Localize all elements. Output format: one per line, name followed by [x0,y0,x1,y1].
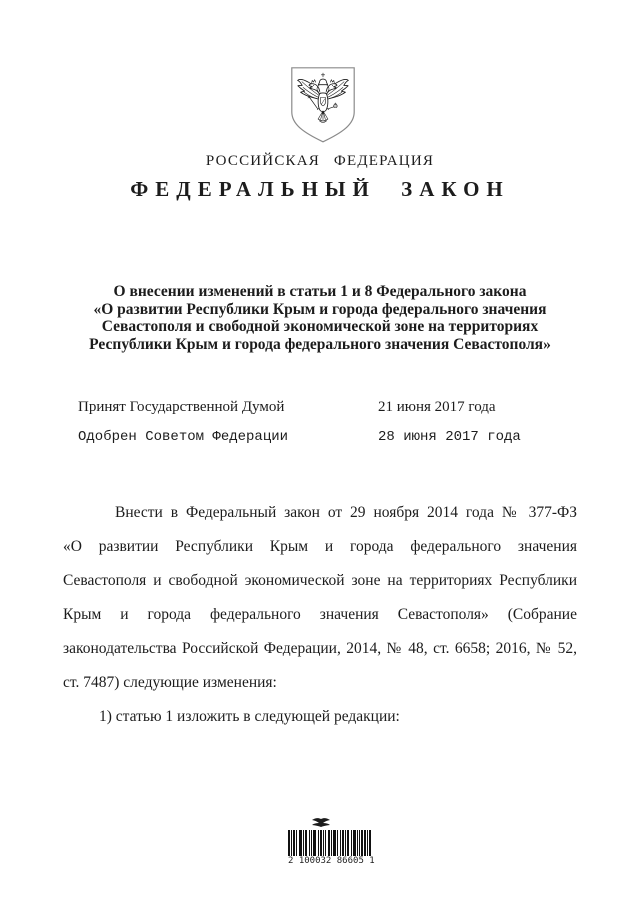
body-line: «О развитии Республики Крым и города федерального значения [63,538,577,555]
body-line: 1) статью 1 изложить в следующей редакции: [99,708,400,725]
coat-of-arms [291,67,355,143]
document-type-heading: ФЕДЕРАЛЬНЫЙ ЗАКОН [130,177,510,201]
body-line: законодательства Российской Федерации, 2014, № 48, ст. 6658; 2016, № 52, [63,640,577,657]
body-line: ст. 7487) следующие изменения: [63,674,277,691]
barcode-bar [369,830,371,856]
double-headed-eagle-icon [296,70,350,128]
barcode-number: 2 100032 86605 1 [288,856,375,866]
mini-eagle-icon [310,817,332,829]
barcode-bars [288,830,372,856]
federation-council-approved-date: 28 июня 2017 года [378,429,521,445]
duma-adopted-row [78,399,548,429]
law-title-line: О внесении изменений в статьи 1 и 8 Федерального закона [113,283,527,300]
law-title [0,283,640,353]
registration-barcode [288,817,375,866]
country-name: РОССИЙСКАЯ ФЕДЕРАЦИЯ [205,153,435,169]
adoption-block [78,399,548,459]
law-title-line: «О развитии Республики Крым и города федерального значения [93,300,547,318]
law-body-text [63,496,577,734]
law-title-line: Севастополя и свободной экономической зоне на территориях [101,318,539,336]
duma-adopted-date: 21 июня 2017 года [378,399,496,415]
federation-council-approved-label: Одобрен Советом Федерации [78,429,289,445]
duma-adopted-label: Принят Государственной Думой [78,399,285,415]
body-line: Крым и города федерального значения Севастополя» (Собрание [63,606,577,623]
body-line: Внести в Федеральный закон от 29 ноября 2014 года № 377-ФЗ [115,504,577,521]
law-title-line: Республики Крым и города федерального значения Севастополя» [89,335,551,353]
body-line: Севастополя и свободной экономической зоне на территориях Республики [63,572,577,589]
federation-council-approved-row [78,429,548,459]
